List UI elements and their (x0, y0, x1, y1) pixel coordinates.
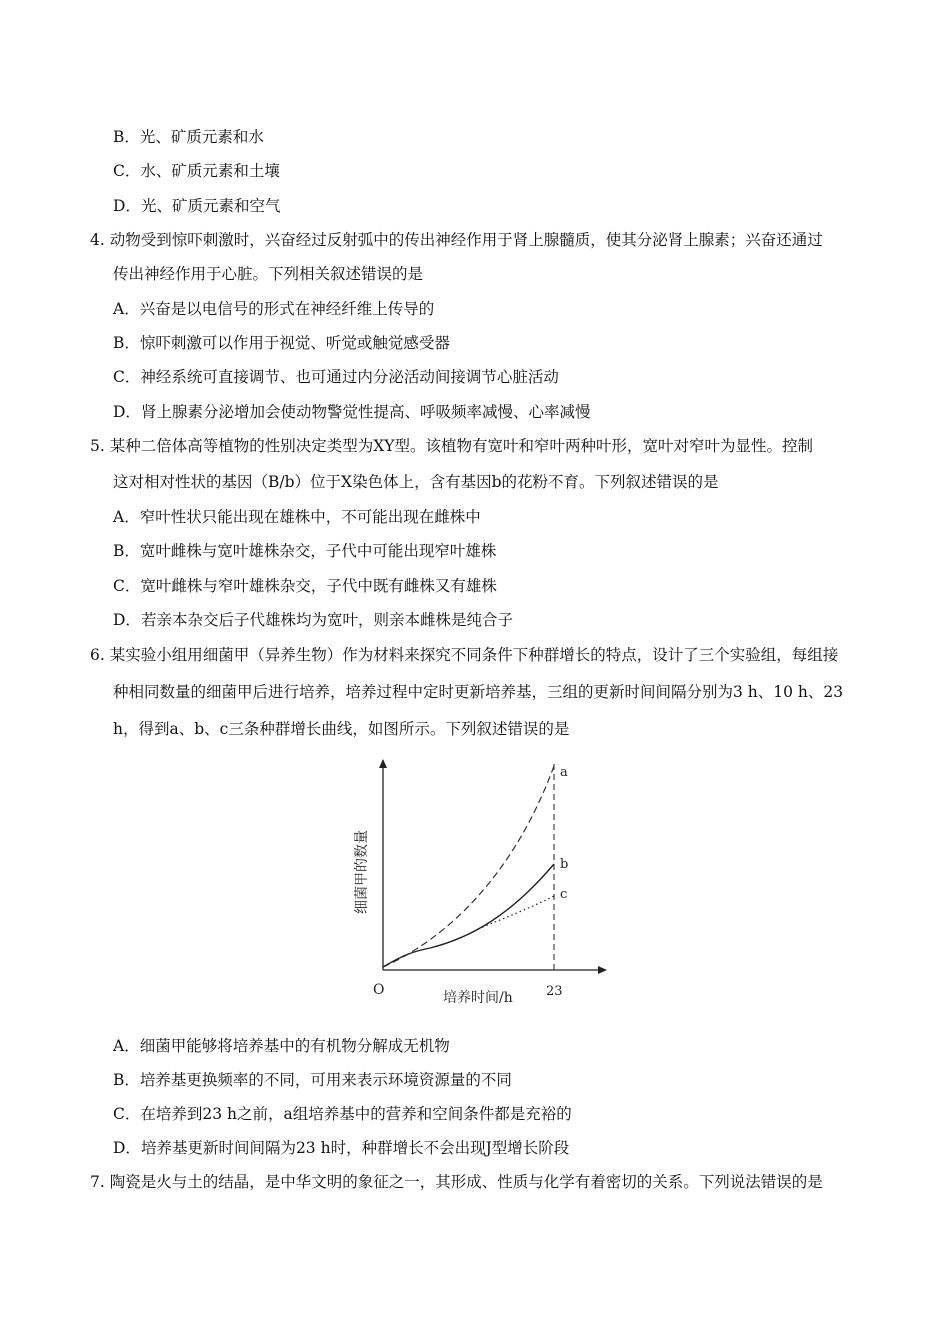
curve-label-b: b (560, 857, 569, 872)
q6-option-b: B．培养基更换频率的不同，可用来表示环境资源量的不同 (113, 1071, 512, 1089)
q6-option-c: C．在培养到23 h之前，a组培养基中的营养和空间条件都是充裕的 (113, 1105, 572, 1123)
q6-stem-line2: 种相同数量的细菌甲后进行培养，培养过程中定时更新培养基，三组的更新时间间隔分别为3 h、10 h、23 (113, 683, 844, 701)
q4-option-d: D．肾上腺素分泌增加会使动物警觉性提高、呼吸频率减慢、心率减慢 (113, 403, 591, 421)
q5-option-d: D．若亲本杂交后子代雄株均为宽叶，则亲本雌株是纯合子 (113, 611, 513, 629)
q4-option-c: C．神经系统可直接调节、也可通过内分泌活动间接调节心脏活动 (113, 368, 559, 386)
q7-stem-line1: 7. 陶瓷是火与土的结晶，是中华文明的象征之一，其形成、性质与化学有着密切的关系。下列说法错误的是 (90, 1173, 823, 1191)
q6-option-a: A．细菌甲能够将培养基中的有机物分解成无机物 (113, 1037, 450, 1055)
q5-option-c: C．宽叶雌株与窄叶雄株杂交，子代中既有雌株又有雄株 (113, 577, 497, 595)
curve-label-a: a (560, 765, 568, 780)
q6-stem-line1: 6. 某实验小组用细菌甲（异养生物）作为材料来探究不同条件下种群增长的特点，设计了三个实验组，每组接 (90, 646, 839, 664)
q5-option-a: A．窄叶性状只能出现在雄株中，不可能出现在雌株中 (113, 508, 481, 526)
y-axis-label: 细菌甲的数量 (354, 830, 370, 914)
q3-option-c: C．水、矿质元素和土壤 (113, 162, 280, 180)
q3-option-b: B．光、矿质元素和水 (113, 128, 264, 146)
x-axis-label: 培养时间/h (443, 990, 513, 1006)
q3-option-d: D．光、矿质元素和空气 (113, 197, 281, 215)
q5-number: 5. (90, 437, 105, 455)
growth-curve-figure (340, 752, 630, 1012)
q4-option-b: B．惊吓刺激可以作用于视觉、听觉或触觉感受器 (113, 334, 450, 352)
q7-number: 7. (90, 1173, 105, 1191)
q5-option-b: B．宽叶雌株与宽叶雄株杂交，子代中可能出现窄叶雄株 (113, 542, 497, 560)
q5-stem-line1: 5. 某种二倍体高等植物的性别决定类型为XY型。该植物有宽叶和窄叶两种叶形，宽叶对窄叶为显性。控制 (90, 437, 814, 455)
q4-stem-line2: 传出神经作用于心脏。下列相关叙述错误的是 (113, 265, 424, 283)
origin-label: O (373, 982, 385, 998)
curve-a (383, 766, 554, 967)
curve-b (383, 864, 554, 967)
q6-option-d: D．培养基更新时间间隔为23 h时，种群增长不会出现J型增长阶段 (113, 1139, 570, 1157)
x-tick-23: 23 (546, 984, 563, 999)
curve-c (478, 896, 554, 929)
q5-stem-line2: 这对相对性状的基因（B/b）位于X染色体上，含有基因b的花粉不育。下列叙述错误的是 (113, 473, 719, 491)
q4-number: 4. (90, 231, 105, 249)
q4-stem-line1: 4. 动物受到惊吓刺激时，兴奋经过反射弧中的传出神经作用于肾上腺髓质，使其分泌肾上腺素；兴奋还通过 (90, 231, 823, 249)
q6-stem-line3: h，得到a、b、c三条种群增长曲线，如图所示。下列叙述错误的是 (113, 720, 570, 738)
curve-label-c: c (560, 887, 568, 902)
q6-number: 6. (90, 646, 105, 664)
q4-option-a: A．兴奋是以电信号的形式在神经纤维上传导的 (113, 300, 435, 318)
